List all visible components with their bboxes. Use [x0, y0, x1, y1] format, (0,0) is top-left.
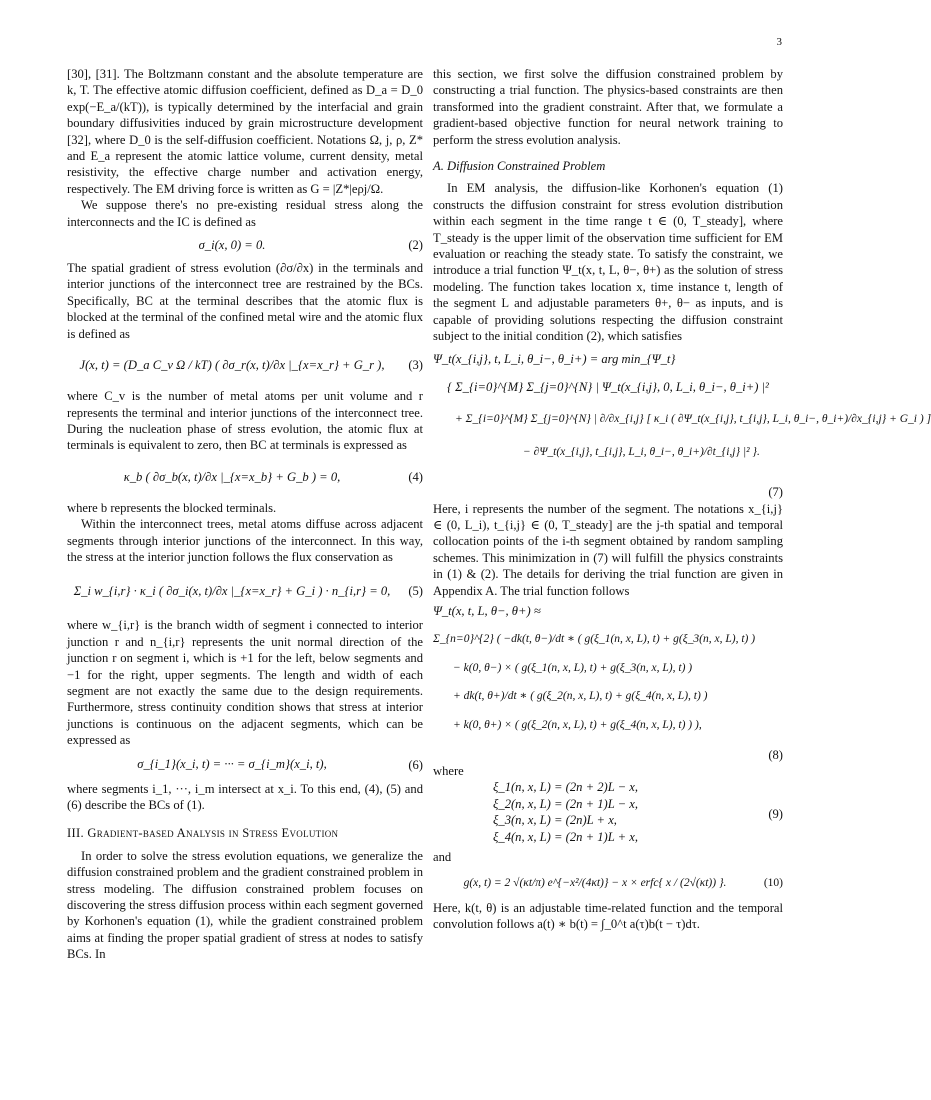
- paragraph: where b represents the blocked terminals.: [67, 500, 277, 515]
- paragraph: where segments i_1, ···, i_m intersect at x_i. To this end, (4), (5) and (6) describe the BCs of (1).: [67, 781, 423, 812]
- paragraph: In EM analysis, the diffusion-like Korhonen's equation (1) constructs the diffusion constraint for stress evolution distribution within each segment in the time range t ∈ (0, T_steady], where T_steady is the upper limit of the observation time sufficient for EM evaluation or reaching the steady state. To satisfy the constraint, we introduce a trial function Ψ_t(x, t, L, θ−, θ+) as the solution of stress modeling. The function takes location x, time instance t, length of the segment L and adjustable parameters θ+, θ− as inputs, and is capable of providing solutions respecting the diffusion constraint subject to the initial condition (2), which satisfies: [433, 181, 783, 344]
- equation-body: κ_b ( ∂σ_b(x, t)/∂x |_{x=x_b} + G_b ) = 0,: [123, 469, 341, 484]
- equation-4: [67, 454, 423, 500]
- equation-line: Ψ_t(x_{i,j}, t, L_i, θ_i−, θ_i+) = arg min_{Ψ_t}: [433, 351, 676, 366]
- equation-number: (6): [408, 757, 423, 772]
- equation-body: σ_{i_1}(x_i, t) = ··· = σ_{i_m}(x_i, t),: [137, 757, 327, 772]
- equation-line: ξ_3(n, x, L) = (2n)L + x,: [493, 813, 617, 828]
- equation-line: + k(0, θ+) × ( g(ξ_2(n, x, L), t) + g(ξ_4(n, x, L), t) ) ),: [453, 718, 702, 731]
- equation-body: σ_i(x, 0) = 0.: [198, 237, 266, 252]
- equation-number: (8): [768, 747, 783, 762]
- left-column: [67, 66, 423, 963]
- paragraph: where C_v is the number of metal atoms per unit volume and r represents the terminal and interior junctions of the interconnect tree. During the nucleation phase of stress evolution, the atomic flux at terminals is equivalent to zero, then BC at terminals is expressed as: [67, 389, 423, 453]
- equation-line: { Σ_{i=0}^{M} Σ_{j=0}^{N} | Ψ_t(x_{i,j}, 0, L_i, θ_i−, θ_i+) |²: [447, 379, 769, 394]
- equation-line: − ∂Ψ_t(x_{i,j}, t_{i,j}, L_i, θ_i−, θ_i+)/∂t_{i,j} |² }.: [523, 445, 760, 458]
- paragraph: Here, i represents the number of the segment. The notations x_{i,j} ∈ (0, L_i), t_{i,j} ∈ (0, T_steady] are the j-th spatial and temporal collocation points of the i-th segment obtained by random sampling schemes. This minimization in (7) will fulfill the physics constraints in (1) & (2). The details for deriving the trial function are given in Appendix A. The trial function follows: [433, 501, 783, 598]
- section-title: III. Gradient-based Analysis in Stress Evolution: [67, 826, 339, 841]
- equation-5: [67, 565, 423, 617]
- equation-number: (4): [408, 469, 423, 484]
- paragraph: where w_{i,r} is the branch width of segment i connected to interior junction r and n_{i,r} represents the unit normal direction of the junction r on segment i, which is +1 for the left, below segments and −1 for the right, upper segments. The length and width of each segment are not exactly the same due to the design requirements. Furthermore, stress continuity condition shows that stress at interior junctions is continuous on the adjacent segments, which can be expressed as: [67, 618, 423, 748]
- page-number: 3: [776, 36, 782, 48]
- paragraph: and: [433, 850, 452, 865]
- equation-body: J(x, t) = (D_a C_v Ω / kT) ( ∂σ_r(x, t)/∂x |_{x=x_r} + G_r ),: [79, 357, 385, 372]
- equation-number: (2): [408, 237, 423, 252]
- paragraph: Within the interconnect trees, metal atoms diffuse across adjacent segments through interior junctions of the interconnect. In this way, the stress at the interior junction follows the flux conservation as: [67, 517, 423, 564]
- equation-line: + dk(t, θ+)/dt ∗ ( g(ξ_2(n, x, L), t) + g(ξ_4(n, x, L), t) ): [453, 690, 708, 703]
- equation-10: [433, 866, 783, 900]
- equation-line: ξ_1(n, x, L) = (2n + 2)L − x,: [493, 780, 639, 795]
- subsection-title: A. Diffusion Constrained Problem: [433, 159, 606, 174]
- equation-body: Σ_i w_{i,r} · κ_i ( ∂σ_i(x, t)/∂x |_{x=x_r} + G_i ) · n_{i,r} = 0,: [73, 584, 391, 599]
- paragraph: where: [433, 763, 464, 778]
- equation-line: ξ_2(n, x, L) = (2n + 1)L − x,: [493, 796, 639, 811]
- paragraph: We suppose there's no pre-existing residual stress along the interconnects and the IC is defined as: [67, 198, 423, 229]
- paragraph: [30], [31]. The Boltzmann constant and the absolute temperature are k, T. The effective atomic diffusion coefficient, defined as D_a = D_0 exp(−E_a/(kT)), is typically determined by the interfacial and grain boundary diffusivities induced by grain microstructure development [32], where D_0 is the self-diffusion coefficient. Notations Ω, j, ρ, Z* and E_a represent the atomic lattice volume, current density, metal resistivity, the effective charge number and activation energy, respectively. The EM driving force is written as G = |Z*|eρj/Ω.: [67, 67, 423, 196]
- paragraph: In order to solve the stress evolution equations, we generalize the diffusion constrained problem and the gradient constrained problem in stress modeling. The diffusion constrained problem focuses on discovering the stress diffusion process within each segment governed by Korhonen's equation (1), while the gradient constrained problem aims at finding the proper spatial gradient of stress at nodes to satisfy BCs. In: [67, 848, 423, 962]
- equation-line: + Σ_{i=0}^{M} Σ_{j=0}^{N} | ∂/∂x_{i,j} [ κ_i ( ∂Ψ_t(x_{i,j}, t_{i,j}, L_i, θ_i−, θ_i+)/∂x_{i,j} + G_i ) ]: [455, 413, 931, 426]
- equation-line: − k(0, θ−) × ( g(ξ_1(n, x, L), t) + g(ξ_3(n, x, L), t) ): [453, 661, 693, 674]
- paragraph: The spatial gradient of stress evolution (∂σ/∂x) in the terminals and interior junctions of the interconnect tree are restrained by the BCs. Specifically, BC at the terminal describes that the atomic flux is blocked at the terminal of the confined metal wire and the atomic flux is defined as: [67, 261, 423, 341]
- equation-line: Ψ_t(x, t, L, θ−, θ+) ≈: [433, 603, 541, 618]
- equation-8: [433, 603, 783, 763]
- right-column: [433, 66, 931, 933]
- equation-number: (9): [768, 807, 783, 822]
- paragraph: this section, we first solve the diffusion constrained problem by constructing a trial function. The physics-based constraints are then transformed into the gradient constraint. After that, we formulate a gradient-based objective function for neural network training to perform the stress evolution analysis.: [433, 67, 783, 147]
- paragraph: Here, k(t, θ) is an adjustable time-related function and the temporal convolution follows a(t) ∗ b(t) = ∫_0^t a(τ)b(t − τ)dτ.: [433, 900, 783, 932]
- equation-7: [433, 351, 931, 501]
- equation-9: [433, 779, 783, 849]
- equation-number: (3): [408, 357, 423, 372]
- equation-6: [67, 749, 423, 781]
- equation-number: (7): [768, 485, 783, 500]
- equation-2: [67, 230, 423, 260]
- equation-body: g(x, t) = 2 √(κt/π) e^{−x²/(4κt)} − x × erfc{ x / (2√(κt)) }.: [463, 876, 727, 889]
- equation-3: [67, 342, 423, 388]
- equation-number: (10): [763, 876, 783, 889]
- equation-line: Σ_{n=0}^{2} ( −dk(t, θ−)/dt ∗ ( g(ξ_1(n, x, L), t) + g(ξ_3(n, x, L), t) ): [433, 633, 756, 646]
- equation-number: (5): [408, 584, 423, 599]
- equation-line: ξ_4(n, x, L) = (2n + 1)L + x,: [493, 829, 639, 844]
